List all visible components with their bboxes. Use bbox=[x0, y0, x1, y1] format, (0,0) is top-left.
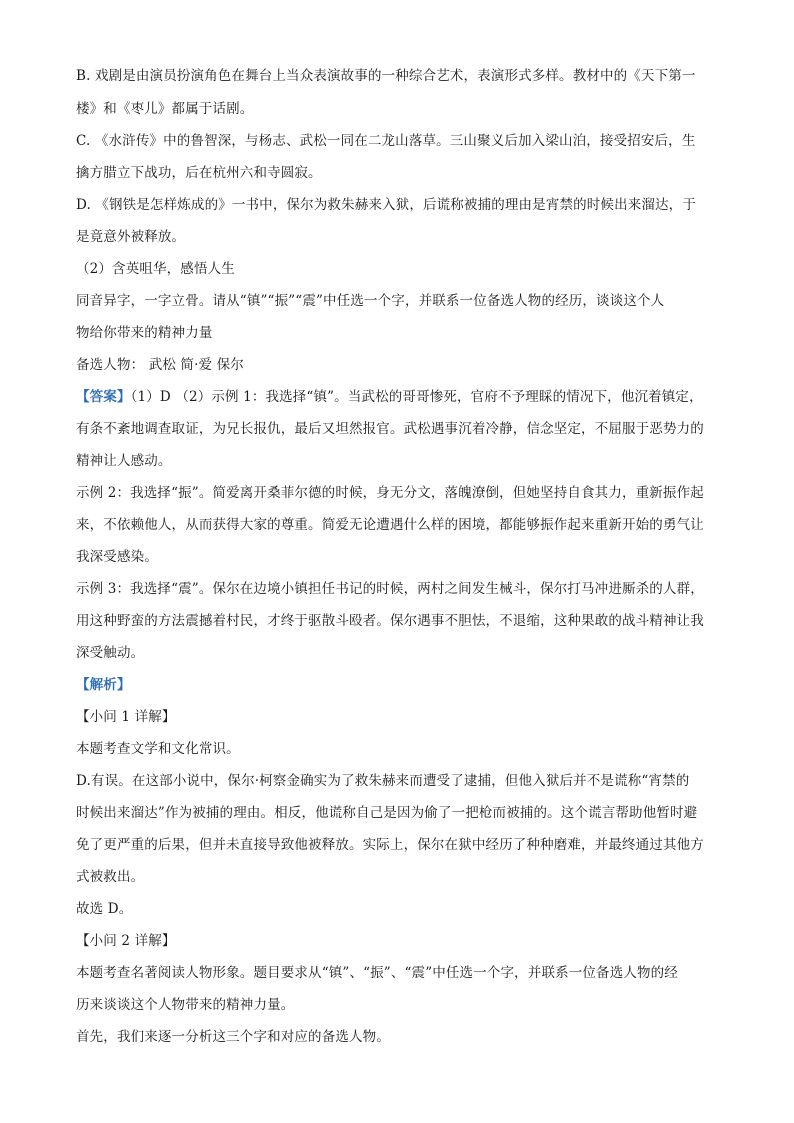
text-line: 同音异字，一字立骨。请从“镇”“振”“震”中任选一个字，并联系一位备选人物的经历，谈谈这个人 bbox=[76, 293, 665, 309]
q1-label: 【小问 1 详解】 bbox=[76, 709, 176, 725]
text-line: 时候出来溜达”作为被捕的理由。相反，他谎称自己是因为偷了一把枪而被捕的。这个谎言帮助他暂时避 bbox=[76, 805, 698, 821]
text-line: 物给你带来的精神力量 bbox=[76, 325, 213, 341]
text-line: 来，不依赖他人，从而获得大家的尊重。简爱无论遭遇什么样的困境，都能够振作起来重新开始的勇气让 bbox=[76, 517, 704, 533]
text-line: 示例 3：我选择“震”。保尔在边境小镇担任书记的时候，两村之间发生械斗，保尔打马冲进厮杀的人群， bbox=[76, 581, 704, 597]
text-line: 免了更严重的后果，但并未直接导致他被释放。实际上，保尔在狱中经历了种种磨难，并最终通过其他方 bbox=[76, 837, 704, 853]
text-line: 擒方腊立下战功，后在杭州六和寺圆寂。 bbox=[76, 165, 322, 181]
text-line: 精神让人感动。 bbox=[76, 453, 172, 469]
text-line: 有条不紊地调查取证，为兄长报仇，最后又坦然报官。武松遇事沉着冷静，信念坚定，不屈服于恶势力的 bbox=[76, 421, 704, 437]
text-line: D. 《钢铁是怎样炼成的》一书中，保尔为救朱赫来入狱，后谎称被捕的理由是宵禁的时候出来溜达，于 bbox=[76, 197, 696, 213]
text-line: 式被救出。 bbox=[76, 869, 145, 885]
text-line: 我深受感染。 bbox=[76, 549, 158, 565]
text-line: D.有误。在这部小说中，保尔·柯察金确实为了救朱赫来而遭受了逮捕，但他入狱后并不是谎称“宵禁的 bbox=[76, 773, 690, 789]
text-line: 是竟意外被释放。 bbox=[76, 229, 186, 245]
text-line: C. 《水浒传》中的鲁智深，与杨志、武松一同在二龙山落草。三山聚义后加入梁山泊，接受招安后，生 bbox=[76, 133, 696, 149]
text-line: 楼》和《枣儿》都属于话剧。 bbox=[76, 101, 254, 117]
text-line: 备选人物： 武松 简·爱 保尔 bbox=[76, 357, 244, 373]
answer-label: 【答案】 bbox=[76, 389, 131, 405]
text-line: 本题考查名著阅读人物形象。题目要求从“镇”、“振”、“震”中任选一个字，并联系一位备选人物的经 bbox=[76, 965, 678, 981]
answer-first-line: （1）D （2）示例 1：我选择“镇”。当武松的哥哥惨死，官府不予理睬的情况下，他沉着镇定， bbox=[130, 389, 703, 405]
analysis-label: 【解析】 bbox=[76, 677, 131, 693]
text-line: 示例 2：我选择“振”。简爱离开桑菲尔德的时候，身无分文，落魄潦倒，但她坚持自食其力，重新振作起 bbox=[76, 485, 704, 501]
text-line: 用这种野蛮的方法震撼着村民，才终于驱散斗殴者。保尔遇事不胆怯，不退缩，这种果敢的战斗精神让我 bbox=[76, 613, 704, 629]
section-heading: （2）含英咀华，感悟人生 bbox=[76, 261, 235, 277]
text-line: B. 戏剧是由演员扮演角色在舞台上当众表演故事的一种综合艺术，表演形式多样。教材中的《天下第一 bbox=[76, 68, 696, 84]
q2-label: 【小问 2 详解】 bbox=[76, 933, 176, 949]
text-line: 首先，我们来逐一分析这三个字和对应的备选人物。 bbox=[76, 1029, 390, 1045]
text-line: 历来谈谈这个人物带来的精神力量。 bbox=[76, 997, 295, 1013]
text-line: 深受触动。 bbox=[76, 645, 145, 661]
answer-line bbox=[76, 388, 726, 406]
text-line: 本题考查文学和文化常识。 bbox=[76, 741, 240, 757]
text-line: 故选 D。 bbox=[76, 901, 133, 917]
